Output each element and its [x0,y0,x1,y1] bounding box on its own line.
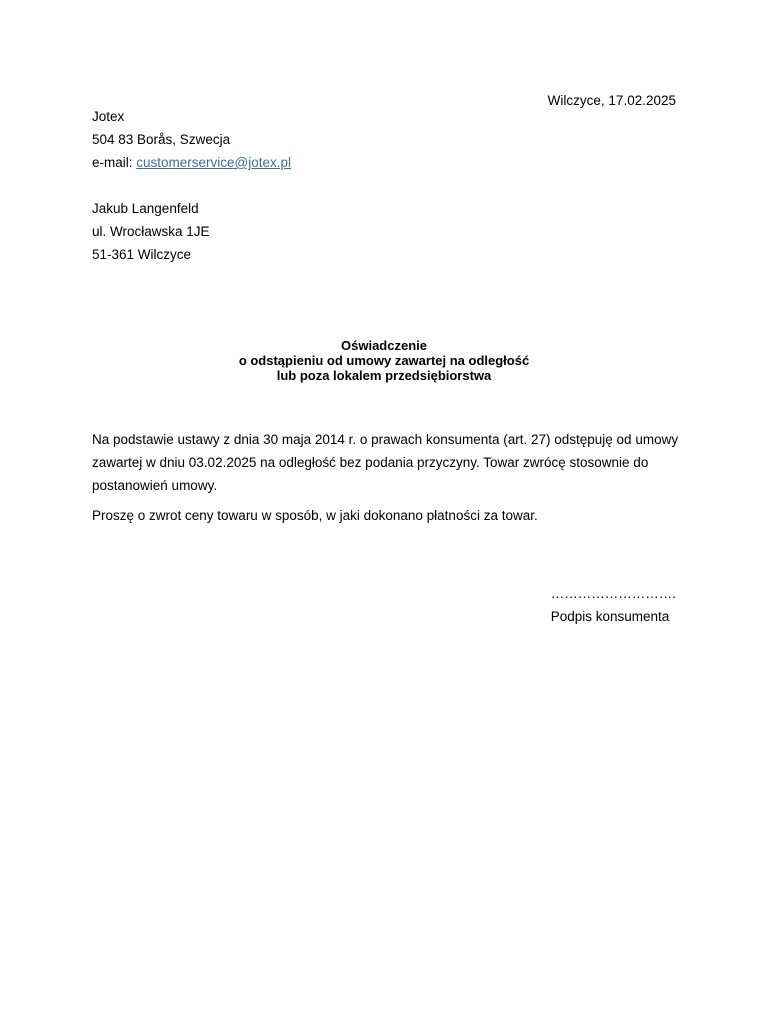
signature-label: Podpis konsumenta [550,609,670,624]
sender-email-line [92,151,291,174]
body-paragraph-2: Proszę o zwrot ceny towaru w sposób, w jaki dokonano płatności za towar. [92,508,538,523]
body-paragraph-1: Na podstawie ustawy z dnia 30 maja 2014 r. o prawach konsumenta (art. 27) odstępuję od umowy zawartej w dniu 03.02.2025 na odległość bez podania przyczyny. Towar zwrócę stosownie do postanowień umowy. [92,432,679,493]
recipient-address-block [92,197,210,266]
document-body [92,428,682,527]
place-and-date: Wilczyce, 17.02.2025 [547,93,676,108]
title-line-3: lub poza lokalem przedsiębiorstwa [276,368,492,383]
signature-dots: ………………………. [550,586,676,601]
email-label: e-mail: [92,155,137,170]
email-link[interactable]: customerservice@jotex.pl [136,155,292,170]
document-title [0,338,768,383]
signature-block [551,582,676,628]
recipient-street: ul. Wrocławska 1JE [92,224,210,239]
title-line-2: o odstąpieniu od umowy zawartej na odległość [238,353,530,368]
sender-address-block [92,105,291,174]
recipient-name: Jakub Langenfeld [92,201,199,216]
recipient-city: 51-361 Wilczyce [92,247,192,262]
title-line-1: Oświadczenie [341,338,427,353]
sender-name: Jotex [92,109,125,124]
sender-address: 504 83 Borås, Szwecja [92,132,231,147]
